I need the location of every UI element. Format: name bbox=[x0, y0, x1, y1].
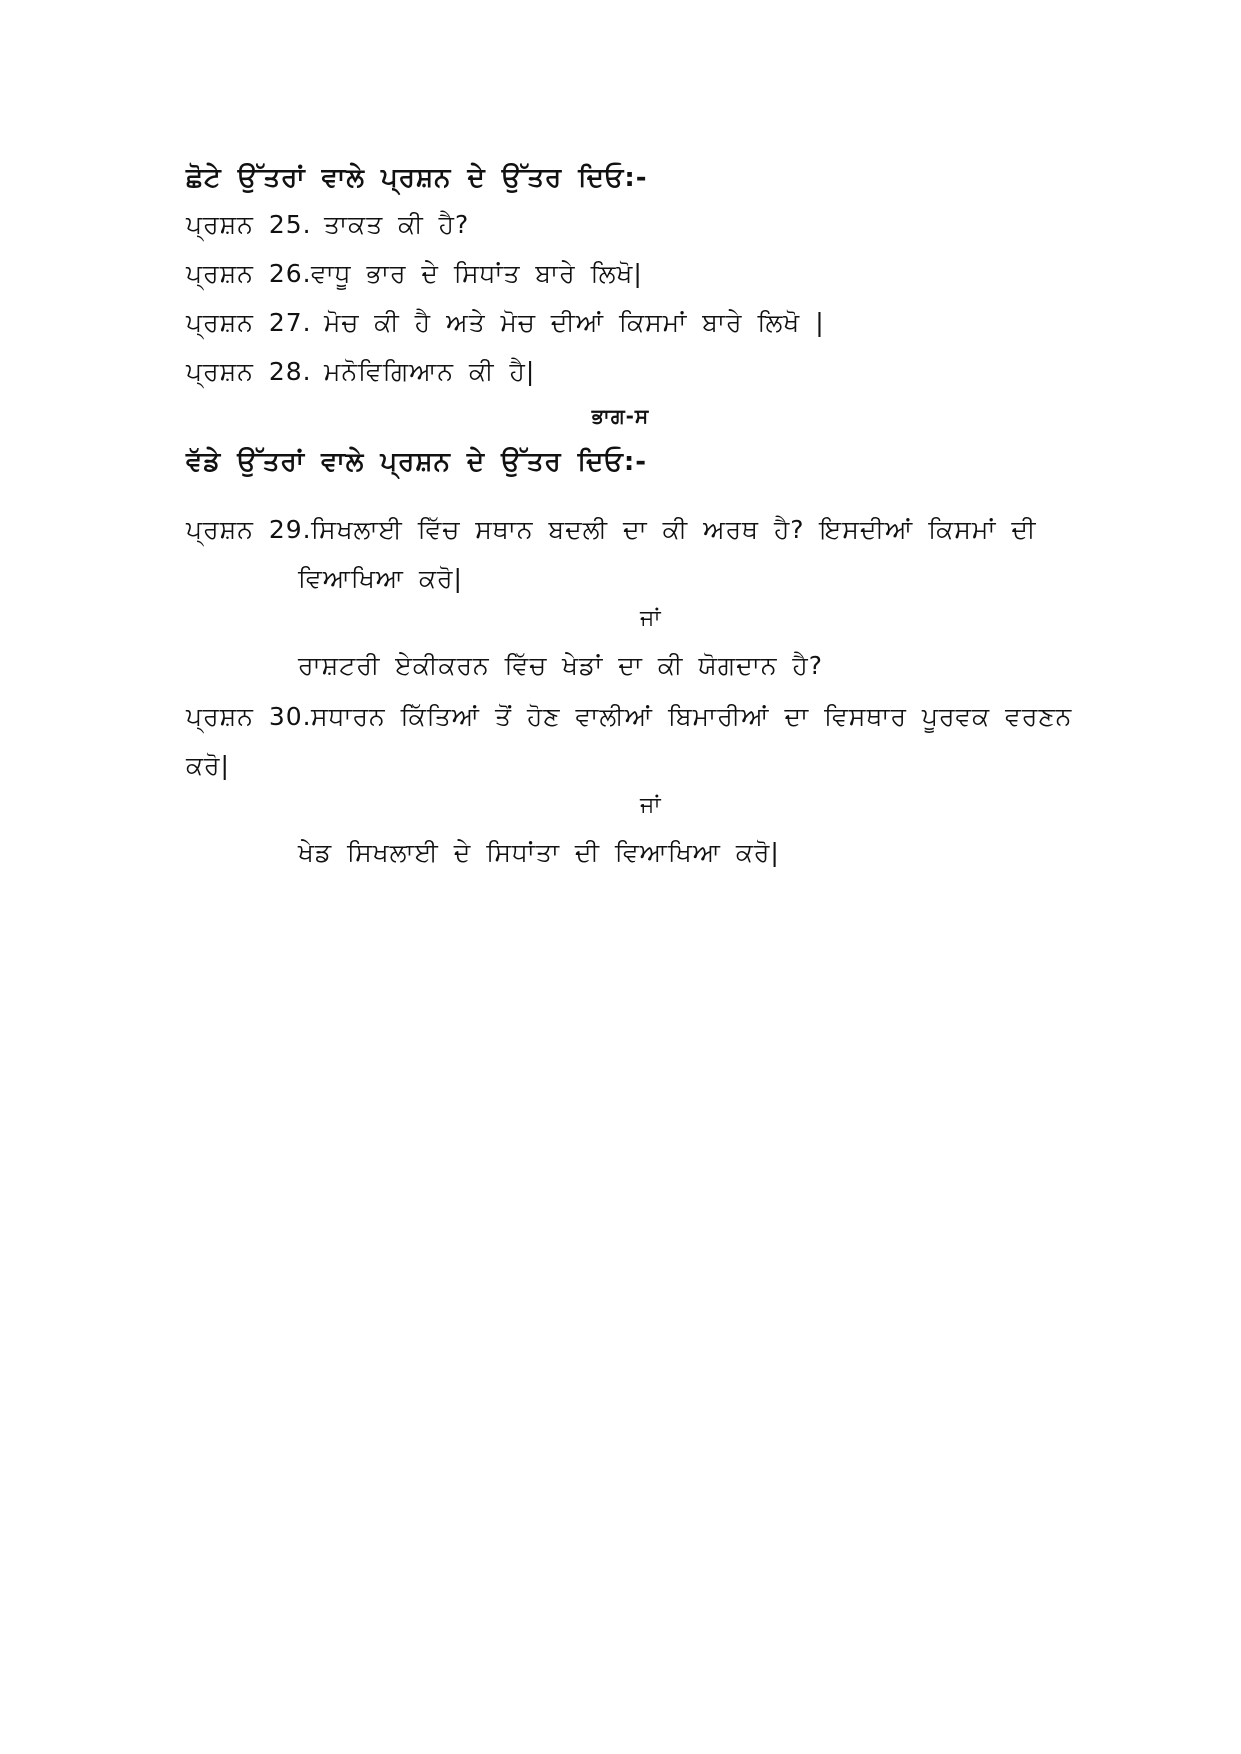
question-29-continuation: ਵਿਆਖਿਆ ਕਰੋ| bbox=[298, 564, 463, 593]
or-label: ਜਾਂ bbox=[640, 606, 662, 631]
long-answer-heading: ਵੱਡੇ ਉੱਤਰਾਂ ਵਾਲੇ ਪ੍ਰਸ਼ਨ ਦੇ ਉੱਤਰ ਦਿਓ:- bbox=[186, 447, 648, 477]
question-label: ਪ੍ਰਸ਼ਨ 30. bbox=[186, 702, 312, 731]
question-27 bbox=[186, 305, 825, 341]
question-text: ਵਾਧੂ ਭਾਰ ਦੇ ਸਿਧਾਂਤ ਬਾਰੇ ਲਿਖੋ| bbox=[311, 259, 643, 288]
question-text: ਮਨੋਵਿਗਿਆਨ ਕੀ ਹੈ| bbox=[324, 357, 536, 386]
section-c-title: ਭਾਗ-ਸ bbox=[591, 404, 650, 428]
question-label: ਪ੍ਰਸ਼ਨ 27. bbox=[186, 308, 312, 337]
question-30 bbox=[186, 699, 1072, 735]
or-label: ਜਾਂ bbox=[640, 793, 662, 818]
question-text: ਮੋਚ ਕੀ ਹੈ ਅਤੇ ਮੋਚ ਦੀਆਂ ਕਿਸਮਾਂ ਬਾਰੇ ਲਿਖੋ | bbox=[324, 308, 825, 337]
question-29-alternative: ਰਾਸ਼ਟਰੀ ਏਕੀਕਰਨ ਵਿੱਚ ਖੇਡਾਂ ਦਾ ਕੀ ਯੋਗਦਾਨ ਹੈ? bbox=[298, 651, 824, 680]
question-30-continuation: ਕਰੋ| bbox=[186, 751, 230, 780]
question-label: ਪ੍ਰਸ਼ਨ 25. bbox=[186, 210, 312, 239]
question-28 bbox=[186, 354, 535, 390]
question-26 bbox=[186, 256, 643, 292]
question-text: ਤਾਕਤ ਕੀ ਹੈ? bbox=[324, 210, 470, 239]
question-29 bbox=[186, 512, 1037, 548]
question-label: ਪ੍ਰਸ਼ਨ 26. bbox=[186, 259, 312, 288]
question-label: ਪ੍ਰਸ਼ਨ 28. bbox=[186, 357, 312, 386]
question-label: ਪ੍ਰਸ਼ਨ 29. bbox=[186, 515, 312, 544]
question-30-alternative: ਖੇਡ ਸਿਖਲਾਈ ਦੇ ਸਿਧਾਂਤਾ ਦੀ ਵਿਆਖਿਆ ਕਰੋ| bbox=[298, 838, 780, 867]
question-text: ਸਧਾਰਨ ਕਿੱਤਿਆਂ ਤੋਂ ਹੋਣ ਵਾਲੀਆਂ ਬਿਮਾਰੀਆਂ ਦਾ ਵਿਸਥਾਰ ਪੂਰਵਕ ਵਰਣਨ bbox=[311, 702, 1073, 731]
question-25 bbox=[186, 207, 469, 243]
short-answer-heading: ਛੋਟੇ ਉੱਤਰਾਂ ਵਾਲੇ ਪ੍ਰਸ਼ਨ ਦੇ ਉੱਤਰ ਦਿਓ:- bbox=[186, 163, 648, 193]
question-text: ਸਿਖਲਾਈ ਵਿੱਚ ਸਥਾਨ ਬਦਲੀ ਦਾ ਕੀ ਅਰਥ ਹੈ? ਇਸਦੀਆਂ ਕਿਸਮਾਂ ਦੀ bbox=[311, 515, 1037, 544]
